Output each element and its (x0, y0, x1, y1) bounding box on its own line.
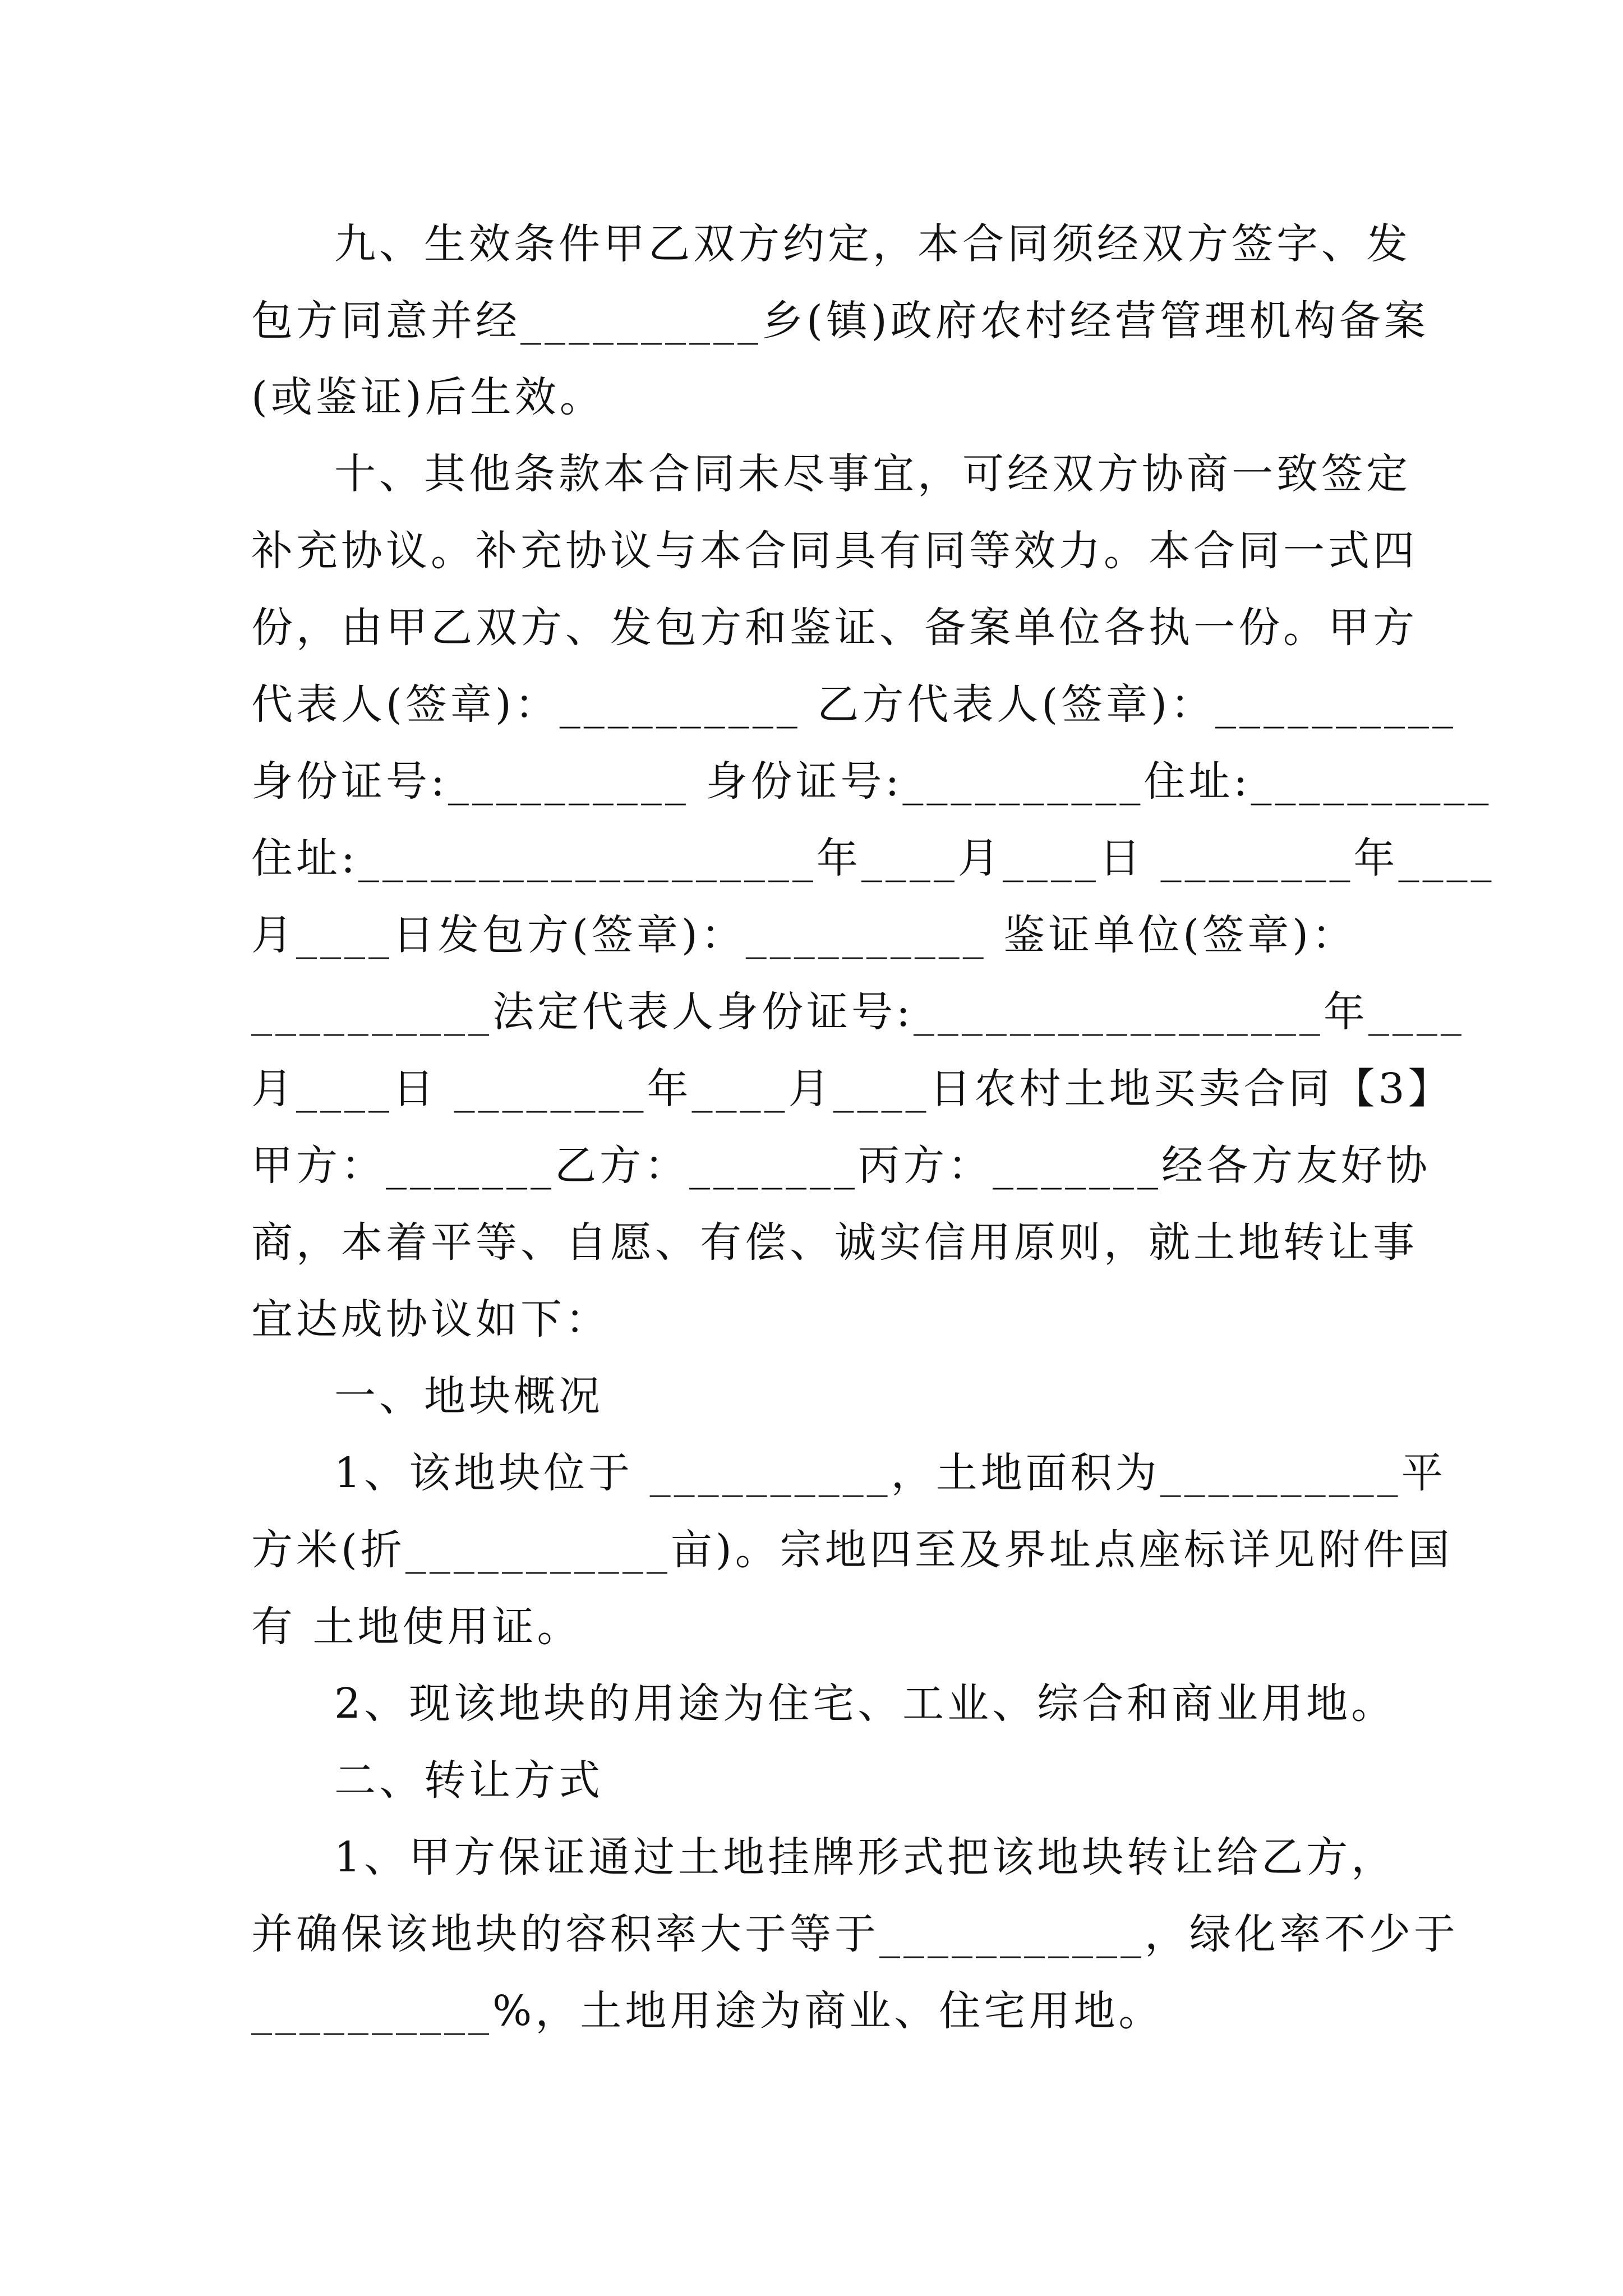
text-line: 并确保该地块的容积率大于等于___________，绿化率不少于 (251, 1910, 1459, 1958)
text-line: 住址:___________________年____月____日 ________年____ (251, 834, 1495, 882)
text-line: 九、生效条件甲乙双方约定，本合同须经双方签字、发 (334, 220, 1411, 268)
text-line: __________法定代表人身份证号:_________________年____ (251, 988, 1465, 1036)
text-line: 2、现该地块的用途为住宅、工业、综合和商业用地。 (334, 1680, 1396, 1728)
text-line: 补充协议。补充协议与本合同具有同等效力。本合同一式四 (251, 527, 1418, 575)
text-line: 份，由甲乙双方、发包方和鉴证、备案单位各执一份。甲方 (251, 604, 1418, 652)
text-line: 月____日 ________年____月____日农村土地买卖合同【3】 (251, 1065, 1453, 1113)
section-heading: 二、转让方式 (334, 1756, 603, 1805)
text-line: 身份证号:__________ 身份证号:__________住址:__________ (251, 757, 1492, 806)
text-line: 1、该地块位于 __________，土地面积为__________平 (334, 1449, 1446, 1497)
text-line: 代表人(签章)：__________ 乙方代表人(签章)：__________ (251, 680, 1457, 729)
text-line: 甲方：_______乙方：_______丙方：_______经各方友好协 (251, 1142, 1431, 1190)
text-line: 1、甲方保证通过土地挂牌形式把该地块转让给乙方， (334, 1833, 1396, 1881)
text-line: 宜达成协议如下： (251, 1295, 610, 1343)
text-line: 商，本着平等、自愿、有偿、诚实信用原则，就土地转让事 (251, 1218, 1418, 1267)
text-line: __________%，土地用途为商业、住宅用地。 (251, 1987, 1164, 2035)
text-line: 有 土地使用证。 (251, 1603, 582, 1651)
text-line: (或鉴证)后生效。 (251, 373, 605, 421)
text-line: 月____日发包方(签章)：__________ 鉴证单位(签章)： (251, 911, 1357, 959)
text-line: 十、其他条款本合同未尽事宜，可经双方协商一致签定 (334, 450, 1411, 498)
text-line: 方米(折___________亩)。宗地四至及界址点座标详见附件国 (251, 1526, 1453, 1574)
text-line: 包方同意并经__________乡(镇)政府农村经营管理机构备案 (251, 297, 1429, 345)
section-heading: 一、地块概况 (334, 1372, 603, 1420)
